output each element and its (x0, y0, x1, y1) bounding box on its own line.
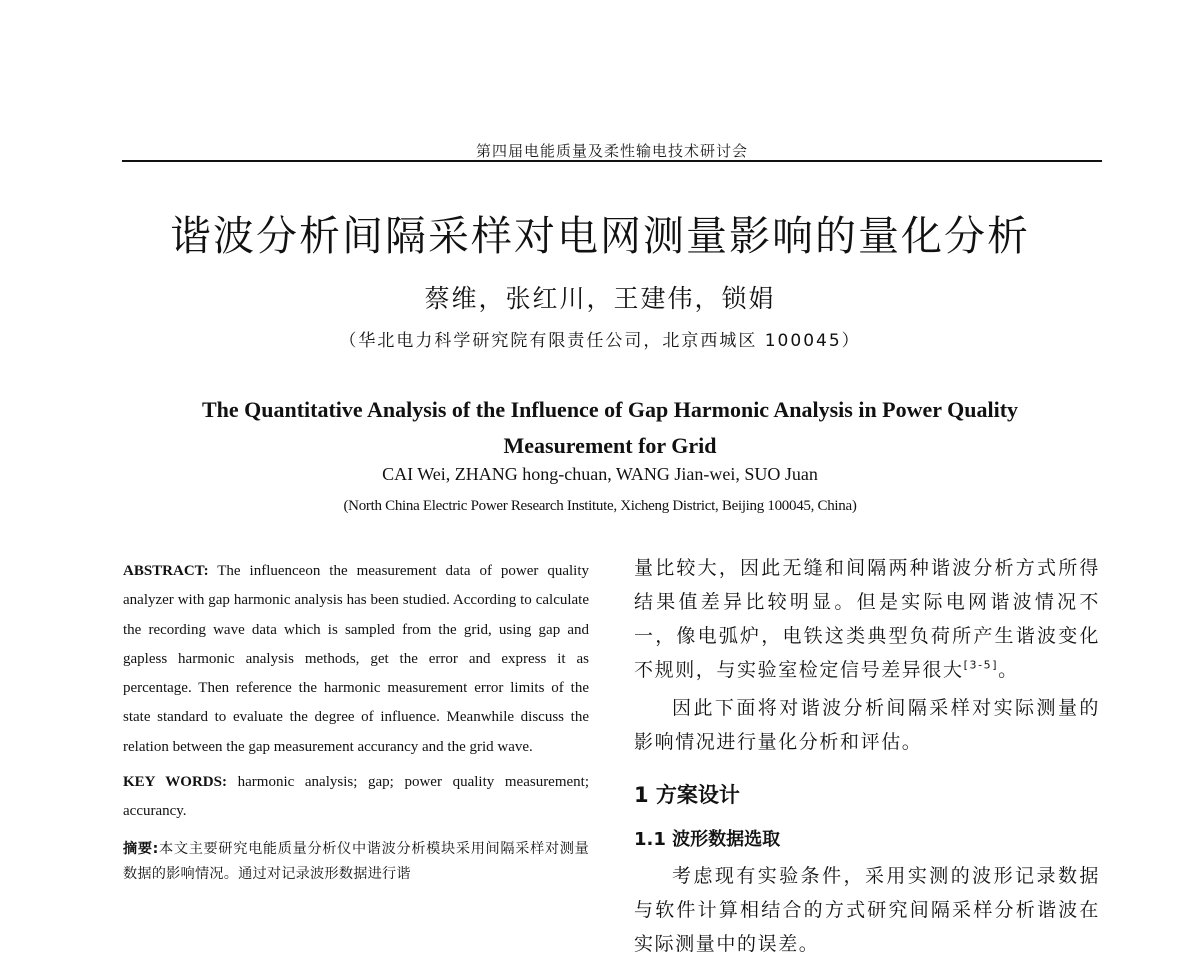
body-paragraph-1-text: 量比较大，因此无缝和间隔两种谐波分析方式所得结果值差异比较明显。但是实际电网谐波情况不一，像电弧炉，电铁这类典型负荷所产生谐波变化不规则，与实验室检定信号差异很大 (634, 557, 1100, 681)
paper-title-en-line2: Measurement for Grid (503, 433, 717, 458)
paper-title-en (140, 392, 1080, 464)
abstract-en-text: The influenceon the measurement data of power quality analyzer with gap harmonic analysis has been studied. According to calculate the recording wave data which is sampled from the grid, using gap and gapless harmonic analysis methods, get the error and express it as percentage. Then reference the harmonic measurement error limits of the state standard to evaluate the degree of influence. Meanwhile discuss the relation between the gap measurement accurancy and the grid wave. (123, 563, 589, 755)
conference-header: 第四届电能质量及柔性输电技术研讨会 (475, 142, 748, 160)
body-paragraph-2: 因此下面将对谐波分析间隔采样对实际测量的影响情况进行量化分析和评估。 (634, 697, 1100, 753)
keywords-en (123, 768, 589, 827)
keywords-en-text: harmonic analysis; gap; power quality measurement; accurancy. (123, 774, 590, 820)
abstract-cn-text: 本文主要研究电能质量分析仪中谐波分析模块采用间隔采样对测量数据的影响情况。通过对记录波形数据进行谐 (123, 840, 589, 882)
paper-title-en-line1: The Quantitative Analysis of the Influence of Gap Harmonic Analysis in Power Quality (201, 397, 1019, 422)
authors-en: CAI Wei, ZHANG hong-chuan, WANG Jian-wei, SUO Juan (382, 464, 818, 484)
keywords-en-label: KEY WORDS: (123, 774, 227, 791)
right-column (634, 551, 1100, 961)
body-paragraph-1-end: 。 (998, 659, 1019, 681)
abstract-cn (123, 837, 589, 887)
affiliation-cn: （华北电力科学研究院有限责任公司，北京西城区 100045） (339, 331, 861, 351)
paper-title-cn: 谐波分析间隔采样对电网测量影响的量化分析 (170, 212, 1030, 260)
abstract-cn-label: 摘要: (123, 840, 159, 857)
body-paragraph-1 (634, 551, 1100, 687)
header-rule (122, 160, 1102, 162)
authors-cn: 蔡维，张红川，王建伟，锁娟 (424, 284, 776, 313)
left-column (123, 557, 589, 887)
subsection-heading-1-1: 1.1 波形数据选取 (634, 829, 781, 850)
citation-ref: [3-5] (963, 658, 999, 672)
section-heading-1: 1 方案设计 (634, 783, 740, 807)
affiliation-en: (North China Electric Power Research Institute, Xicheng District, Beijing 100045, China) (343, 498, 857, 514)
body-paragraph-3: 考虑现有实验条件，采用实测的波形记录数据与软件计算相结合的方式研究间隔采样分析谐波在实际测量中的误差。 (634, 865, 1100, 955)
abstract-en-label: ABSTRACT: (123, 563, 209, 579)
abstract-en (123, 557, 589, 762)
